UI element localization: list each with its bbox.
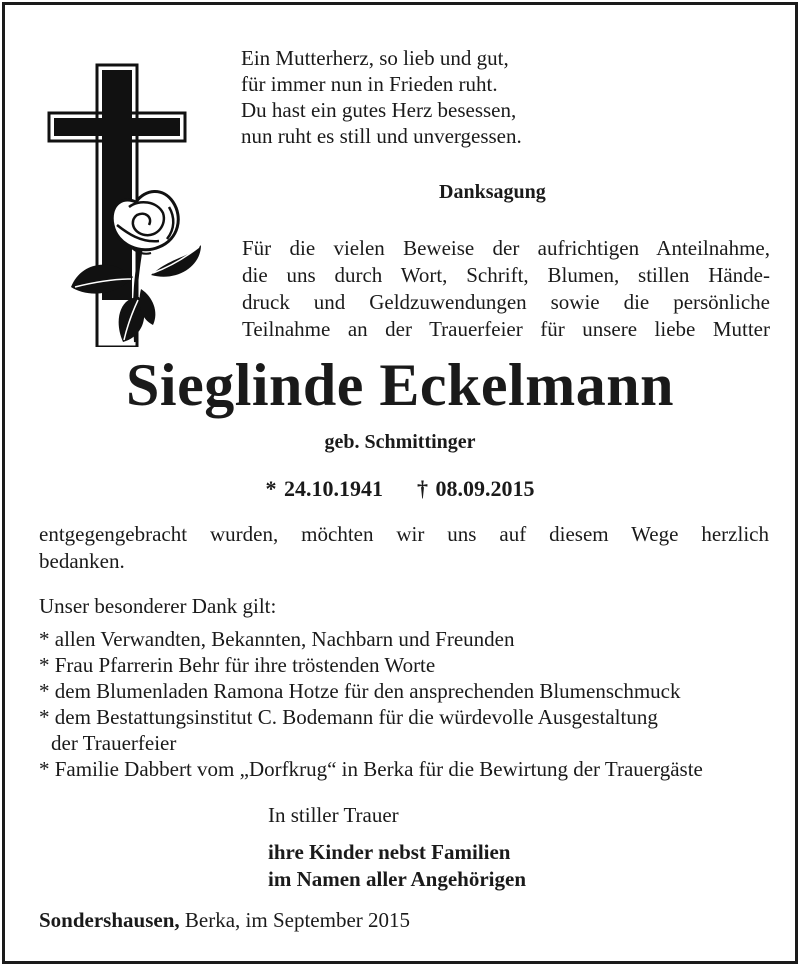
- list-item: * allen Verwandten, Bekannten, Nachbarn und Freunden: [39, 627, 515, 651]
- cross-with-rose-icon: [41, 57, 211, 347]
- body-line: bedanken.: [39, 549, 125, 573]
- poem: [241, 45, 522, 149]
- intro-line: Für die vielen Beweise der aufrichtigen Anteilnahme,: [242, 236, 770, 260]
- family-line: im Namen aller Angehörigen: [268, 867, 527, 891]
- family-line: ihre Kinder nebst Familien: [268, 840, 511, 864]
- intro-text: [242, 235, 770, 343]
- body-line: entgegengebracht wurden, möchten wir uns auf diesem Wege herzlich: [39, 522, 769, 546]
- death-date: † 08.09.2015: [417, 476, 535, 501]
- deceased-name: Sieglinde Eckelmann: [126, 352, 674, 418]
- list-item-continuation: der Trauerfeier: [51, 731, 177, 755]
- list-item: * Familie Dabbert vom „Dorfkrug“ in Berka für die Bewirtung der Trauergäste: [39, 757, 703, 781]
- place-rest: Berka, im September 2015: [179, 908, 411, 932]
- birth-date: * 24.10.1941: [265, 476, 383, 501]
- heading: Danksagung: [439, 181, 546, 203]
- thanks-body: [39, 521, 769, 575]
- birth-name: geb. Schmittinger: [324, 431, 476, 453]
- town: Sondershausen,: [39, 908, 180, 932]
- life-dates: [5, 476, 795, 502]
- list-item: * dem Bestattungsinstitut C. Bodemann für die würdevolle Ausgestaltung: [39, 705, 658, 729]
- family-signature: [268, 839, 526, 893]
- obituary-frame: [2, 2, 798, 964]
- special-thanks-list: [39, 626, 779, 782]
- place-date: [39, 908, 410, 933]
- poem-line: nun ruht es still und unvergessen.: [241, 124, 522, 148]
- list-item: * dem Blumenladen Ramona Hotze für den ansprechenden Blumenschmuck: [39, 679, 681, 703]
- intro-line: druck und Geldzuwendungen sowie die persönliche: [242, 290, 770, 314]
- special-thanks-intro: Unser besonderer Dank gilt:: [39, 594, 277, 618]
- intro-line: Teilnahme an der Trauerfeier für unsere liebe Mutter: [242, 317, 770, 341]
- mourning-line: In stiller Trauer: [268, 803, 399, 827]
- intro-line: die uns durch Wort, Schrift, Blumen, stillen Hände-: [242, 263, 770, 287]
- poem-line: für immer nun in Frieden ruht.: [241, 72, 498, 96]
- poem-line: Du hast ein gutes Herz besessen,: [241, 98, 517, 122]
- poem-line: Ein Mutterherz, so lieb und gut,: [241, 46, 509, 70]
- list-item: * Frau Pfarrerin Behr für ihre tröstenden Worte: [39, 653, 436, 677]
